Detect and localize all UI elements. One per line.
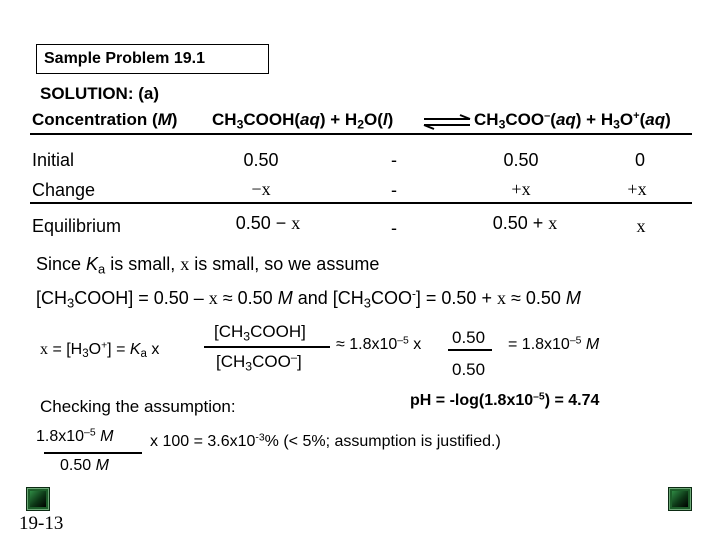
equilibrium-water: - <box>391 218 397 238</box>
table-top-rule <box>30 133 692 135</box>
logo-left-icon <box>26 487 50 511</box>
concentration-label: Concentration (M) <box>32 110 178 129</box>
check-label: Checking the assumption: <box>40 397 236 416</box>
change-hydronium: +x <box>627 179 647 199</box>
logo-right-icon <box>668 487 692 511</box>
fraction-denominator: $[CH_3COO^-]$ <box>216 351 302 374</box>
change-water: - <box>391 180 397 200</box>
approx-value: ≈ $1.8x10^{-5}$ x <box>336 335 422 353</box>
products: $CH_3COO^-(aq) + H_3O^+(aq)$ <box>474 109 671 132</box>
assumption-line-2: $[CH_3COOH] = 0.50 - x \approx 0.50$ M and $[CH_3COO^-] = 0.50 + x \approx 0.50$ M <box>36 287 581 311</box>
check-denominator: 0.50 M <box>60 457 109 474</box>
table-mid-rule <box>30 202 692 204</box>
problem-title-box <box>36 44 269 74</box>
fraction2-numerator: 0.50 <box>452 328 486 347</box>
reactants: $CH_3COOH(aq) + H_2O(l)$ <box>212 110 394 132</box>
result-value: = $1.8x10^{-5}$ M <box>508 335 600 353</box>
check-numerator: $1.8x10^{-5}$ M <box>36 427 114 445</box>
equilibrium-acid: 0.50 − x <box>235 213 301 233</box>
change-acetate: +x <box>511 179 531 199</box>
initial-acetate: 0.50 <box>503 150 539 170</box>
change-acid: −x <box>251 179 271 199</box>
equilibrium-hydronium: x <box>636 216 646 236</box>
x-equals-label: $x = [H_3O^+] = K_a$ x <box>40 340 160 361</box>
check-result: x $100 = 3.6x10^{-3}\%$ (< 5%; assumption is justified.) <box>150 432 501 450</box>
fraction2-denominator: 0.50 <box>452 360 486 379</box>
equilibrium-acetate: 0.50 + x <box>492 213 558 233</box>
row-label-change: Change <box>32 180 96 200</box>
problem-title: Sample Problem 19.1 <box>44 50 205 67</box>
row-label-initial: Initial <box>32 150 75 170</box>
page-number: 19-13 <box>19 513 64 534</box>
row-label-equilibrium: Equilibrium <box>32 216 122 236</box>
initial-hydronium: 0 <box>634 150 646 170</box>
initial-water: - <box>391 150 397 170</box>
fraction-bar <box>204 346 330 348</box>
initial-acid: 0.50 <box>243 150 279 170</box>
assumption-line-1: Since $K_a$ is small, x is small, so we assume <box>36 254 380 277</box>
equilibrium-arrow-icon <box>422 114 474 130</box>
fraction2-bar <box>448 349 492 351</box>
check-fraction-bar <box>44 452 142 454</box>
fraction-numerator: $[CH_3COOH]$ <box>214 322 306 344</box>
solution-label: SOLUTION: (a) <box>40 84 159 103</box>
ph-result: pH = $-\log(1.8x10^{-5}) = 4.74$ <box>410 391 600 409</box>
